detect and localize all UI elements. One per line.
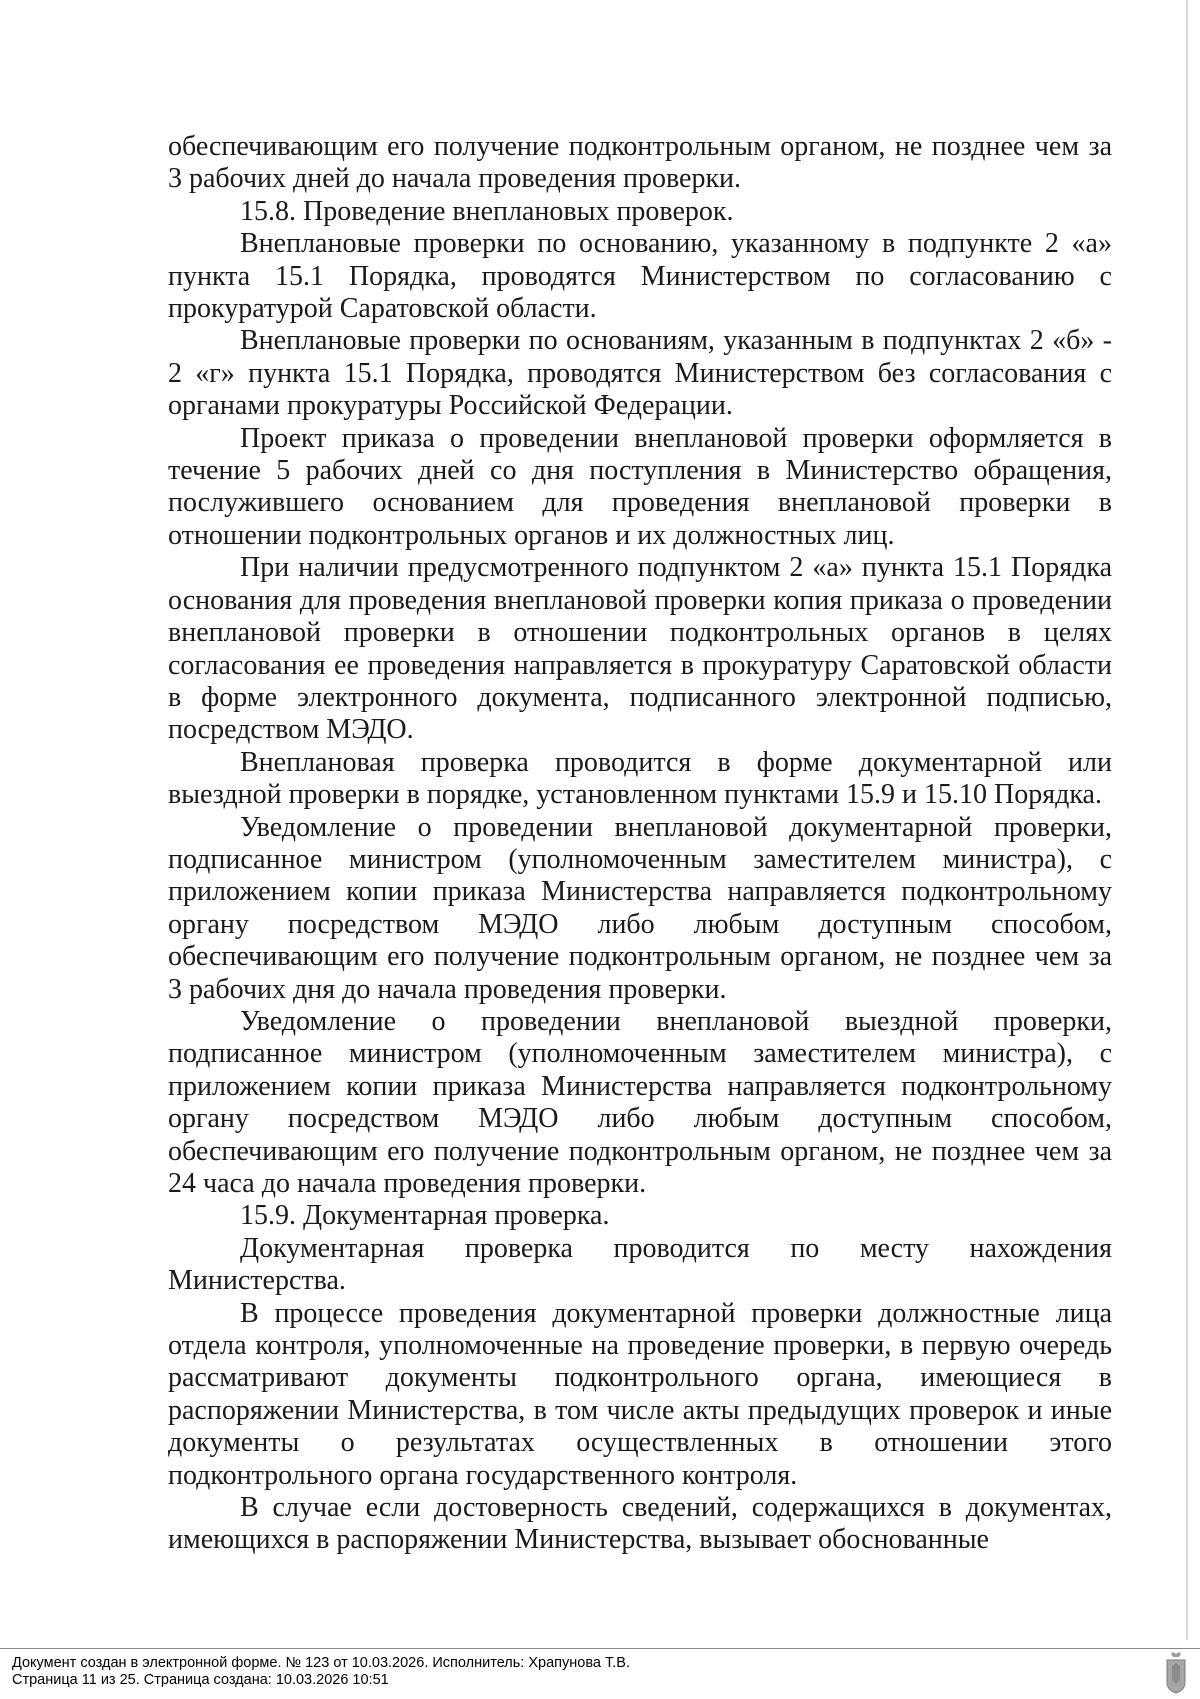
scan-edge-line	[1186, 0, 1188, 1640]
footer-bar	[0, 1648, 1200, 1699]
document-paragraph: При наличии предусмотренного подпунктом 2 «а» пункта 15.1 Порядка основания для проведения внеплановой проверки копия приказа о проведении внеплановой проверки в отношении подконтрольных органов в целях согласования ее проведения направляется в прокуратуру Саратовской области в форме электронного документа, подписанного электронной подписью, посредством МЭДО.	[168, 552, 1112, 746]
document-paragraph: В случае если достоверность сведений, содержащихся в документах, имеющихся в распоряжении Министерства, вызывает обоснованные	[168, 1492, 1112, 1556]
document-paragraph: Внеплановые проверки по основанию, указанному в подпункте 2 «а» пункта 15.1 Порядка, проводятся Министерством по согласованию с прокуратурой Саратовской области.	[168, 228, 1112, 325]
document-paragraph: 15.9. Документарная проверка.	[240, 1200, 610, 1232]
coat-of-arms-icon	[1163, 1652, 1189, 1694]
footer-document-info: Документ создан в электронной форме. № 123 от 10.03.2026. Исполнитель: Храпунова Т.В.	[12, 1655, 630, 1671]
document-paragraph: В процессе проведения документарной проверки должностные лица отдела контроля, уполномоченные на проведение проверки, в первую очередь рассматривают документы подконтрольного органа, имеющиеся в распоряжении Министерства, в том числе акты предыдущих проверок и иные документы о результатах осуществленных в отношении этого подконтрольного органа государственного контроля.	[168, 1297, 1112, 1491]
document-paragraph: Проект приказа о проведении внеплановой проверки оформляется в течение 5 рабочих дней со дня поступления в Министерство обращения, послужившего основанием для проведения внеплановой проверки в отношении подконтрольных органов и их должностных лиц.	[168, 422, 1112, 551]
document-paragraph: Уведомление о проведении внеплановой выездной проверки, подписанное министром (уполномоченным заместителем министра), с приложением копии приказа Министерства направляется подконтрольному органу посредством МЭДО либо любым доступным способом, обеспечивающим его получение подконтрольным органом, не позднее чем за 24 часа до начала проведения проверки.	[168, 1005, 1112, 1199]
document-paragraph: 15.8. Проведение внеплановых проверок.	[240, 195, 734, 227]
document-body	[168, 131, 1112, 1557]
footer-page-info: Страница 11 из 25. Страница создана: 10.03.2026 10:51	[12, 1672, 389, 1688]
document-paragraph: Внеплановые проверки по основаниям, указанным в подпунктах 2 «б» - 2 «г» пункта 15.1 Порядка, проводятся Министерством без согласования с органами прокуратуры Российской Федерации.	[168, 325, 1112, 422]
document-paragraph: Уведомление о проведении внеплановой документарной проверки, подписанное министром (уполномоченным заместителем министра), с приложением копии приказа Министерства направляется подконтрольному органу посредством МЭДО либо любым доступным способом, обеспечивающим его получение подконтрольным органом, не позднее чем за 3 рабочих дня до начала проведения проверки.	[168, 811, 1112, 1005]
document-paragraph: обеспечивающим его получение подконтрольным органом, не позднее чем за 3 рабочих дней до начала проведения проверки.	[168, 131, 1112, 195]
footer-text	[12, 1655, 630, 1689]
document-paragraph: Внеплановая проверка проводится в форме документарной или выездной проверки в порядке, установленном пунктами 15.9 и 15.10 Порядка.	[168, 746, 1112, 811]
document-paragraph: Документарная проверка проводится по месту нахождения Министерства.	[168, 1232, 1112, 1297]
